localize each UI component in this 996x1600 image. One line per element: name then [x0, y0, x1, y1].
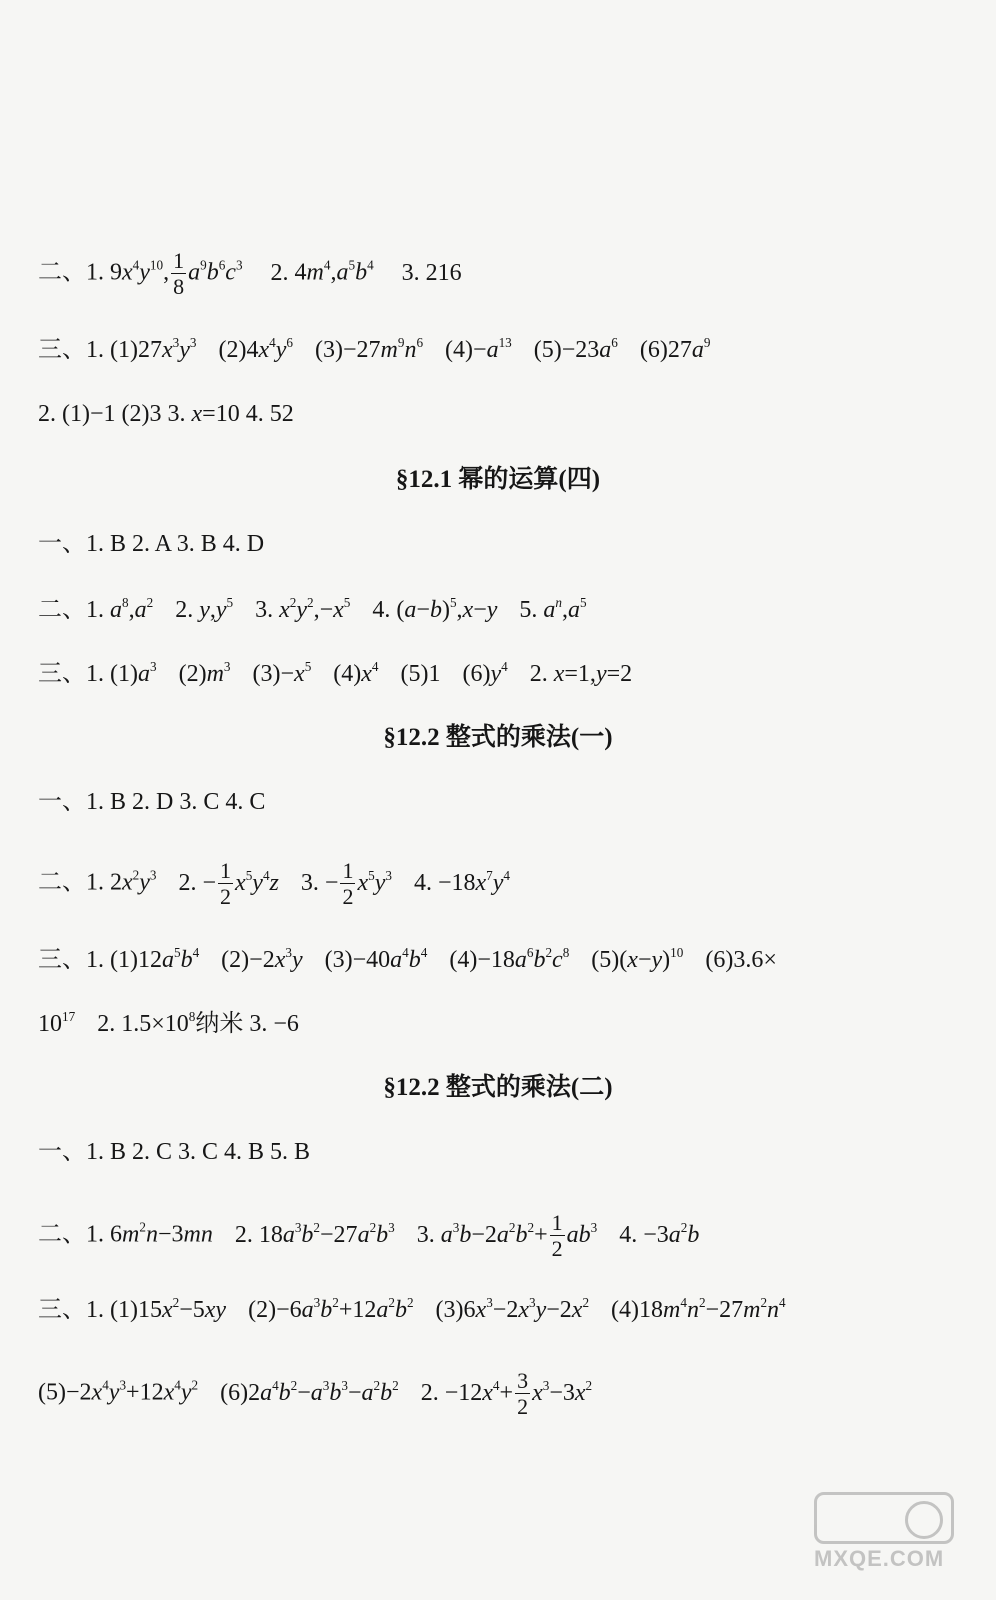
answer-line: 一、1. B 2. D 3. C 4. C [38, 789, 266, 815]
answer-badge-icon [814, 1492, 954, 1544]
fraction: $\frac{1}{8}$ [173, 248, 185, 299]
answer-line: 2. (1)−1 (2)3 3. x=10 4. 52 [38, 401, 294, 427]
section-title: §12.2 整式的乘法(二) [383, 1074, 613, 1101]
section-title: §12.1 幂的运算(四) [395, 466, 601, 493]
answer-line: 二、1. $6m^2n-3mn$ 2. $18a^3b^2-27a^2b^3$ 3. $a^3b-2a^2b^2+$ $\frac{1}{2}$ $ab^3$ 4. $-3a^2b$ [38, 1210, 700, 1261]
answer-line: $10^{17}$ 2. $1.5\times 10^8$纳米 3. −6 [38, 1009, 299, 1037]
answer-line: 二、1. $a^8,a^2$ 2. $y,y^5$ 3. $x^2y^2,-x^5$ 4. $(a-b)^5,x-y$ 5. $a^n,a^5$ [38, 595, 587, 623]
answer-line: 二、1. $9x^4y^{10}$, $\frac{1}{8}$ $a^9b^6c^3$ 2. $4m^4,a^5b^4$ 3. 216 [38, 248, 462, 299]
watermark [814, 1492, 974, 1572]
watermark-text: MXQE.COM [814, 1546, 945, 1571]
answer-line: 三、1. $(1)27x^3y^3$ $(2)4x^4y^6$ $(3)-27m^9n^6$ $(4)-a^{13}$ $(5)-23a^6$ $(6)27a^9$ [38, 335, 711, 363]
answer-line: 二、1. $2x^2y^3$ 2. − $\frac{1}{2}$ $x^5y^4z$ 3. − $\frac{1}{2}$ $x^5y^3$ 4. $-18x^7y^4$ [38, 858, 510, 909]
answer-line: 一、1. B 2. A 3. B 4. D [38, 531, 265, 557]
answer-line: 三、1. $(1)15x^2-5xy$ $(2)-6a^3b^2+12a^2b^2$ $(3)6x^3-2x^3y-2x^2$ $(4)18m^4n^2-27m^2n^4$ [38, 1295, 786, 1323]
section-title: §12.2 整式的乘法(一) [383, 724, 613, 751]
answer-line: 一、1. B 2. C 3. C 4. B 5. B [38, 1139, 311, 1165]
answer-line: 三、1. $(1)a^3$ $(2)m^3$ $(3)-x^5$ $(4)x^4$ (5)1 $(6)y^4$ 2. x=1,y=2 [38, 659, 633, 687]
answer-line: 三、1. $(1)12a^5b^4$ $(2)-2x^3y$ $(3)-40a^4b^4$ $(4)-18a^6b^2c^8$ $(5)(x-y)^{10}$ (6)3.6× [38, 945, 777, 973]
line-prefix: 二、1. [38, 259, 104, 286]
answer-line: $(5)-2x^4y^3+12x^4y^2$ $(6)2a^4b^2-a^3b^3-a^2b^2$ 2. $-12x^4+$ $\frac{3}{2}$ $x^3-3x^2$ [38, 1368, 593, 1419]
